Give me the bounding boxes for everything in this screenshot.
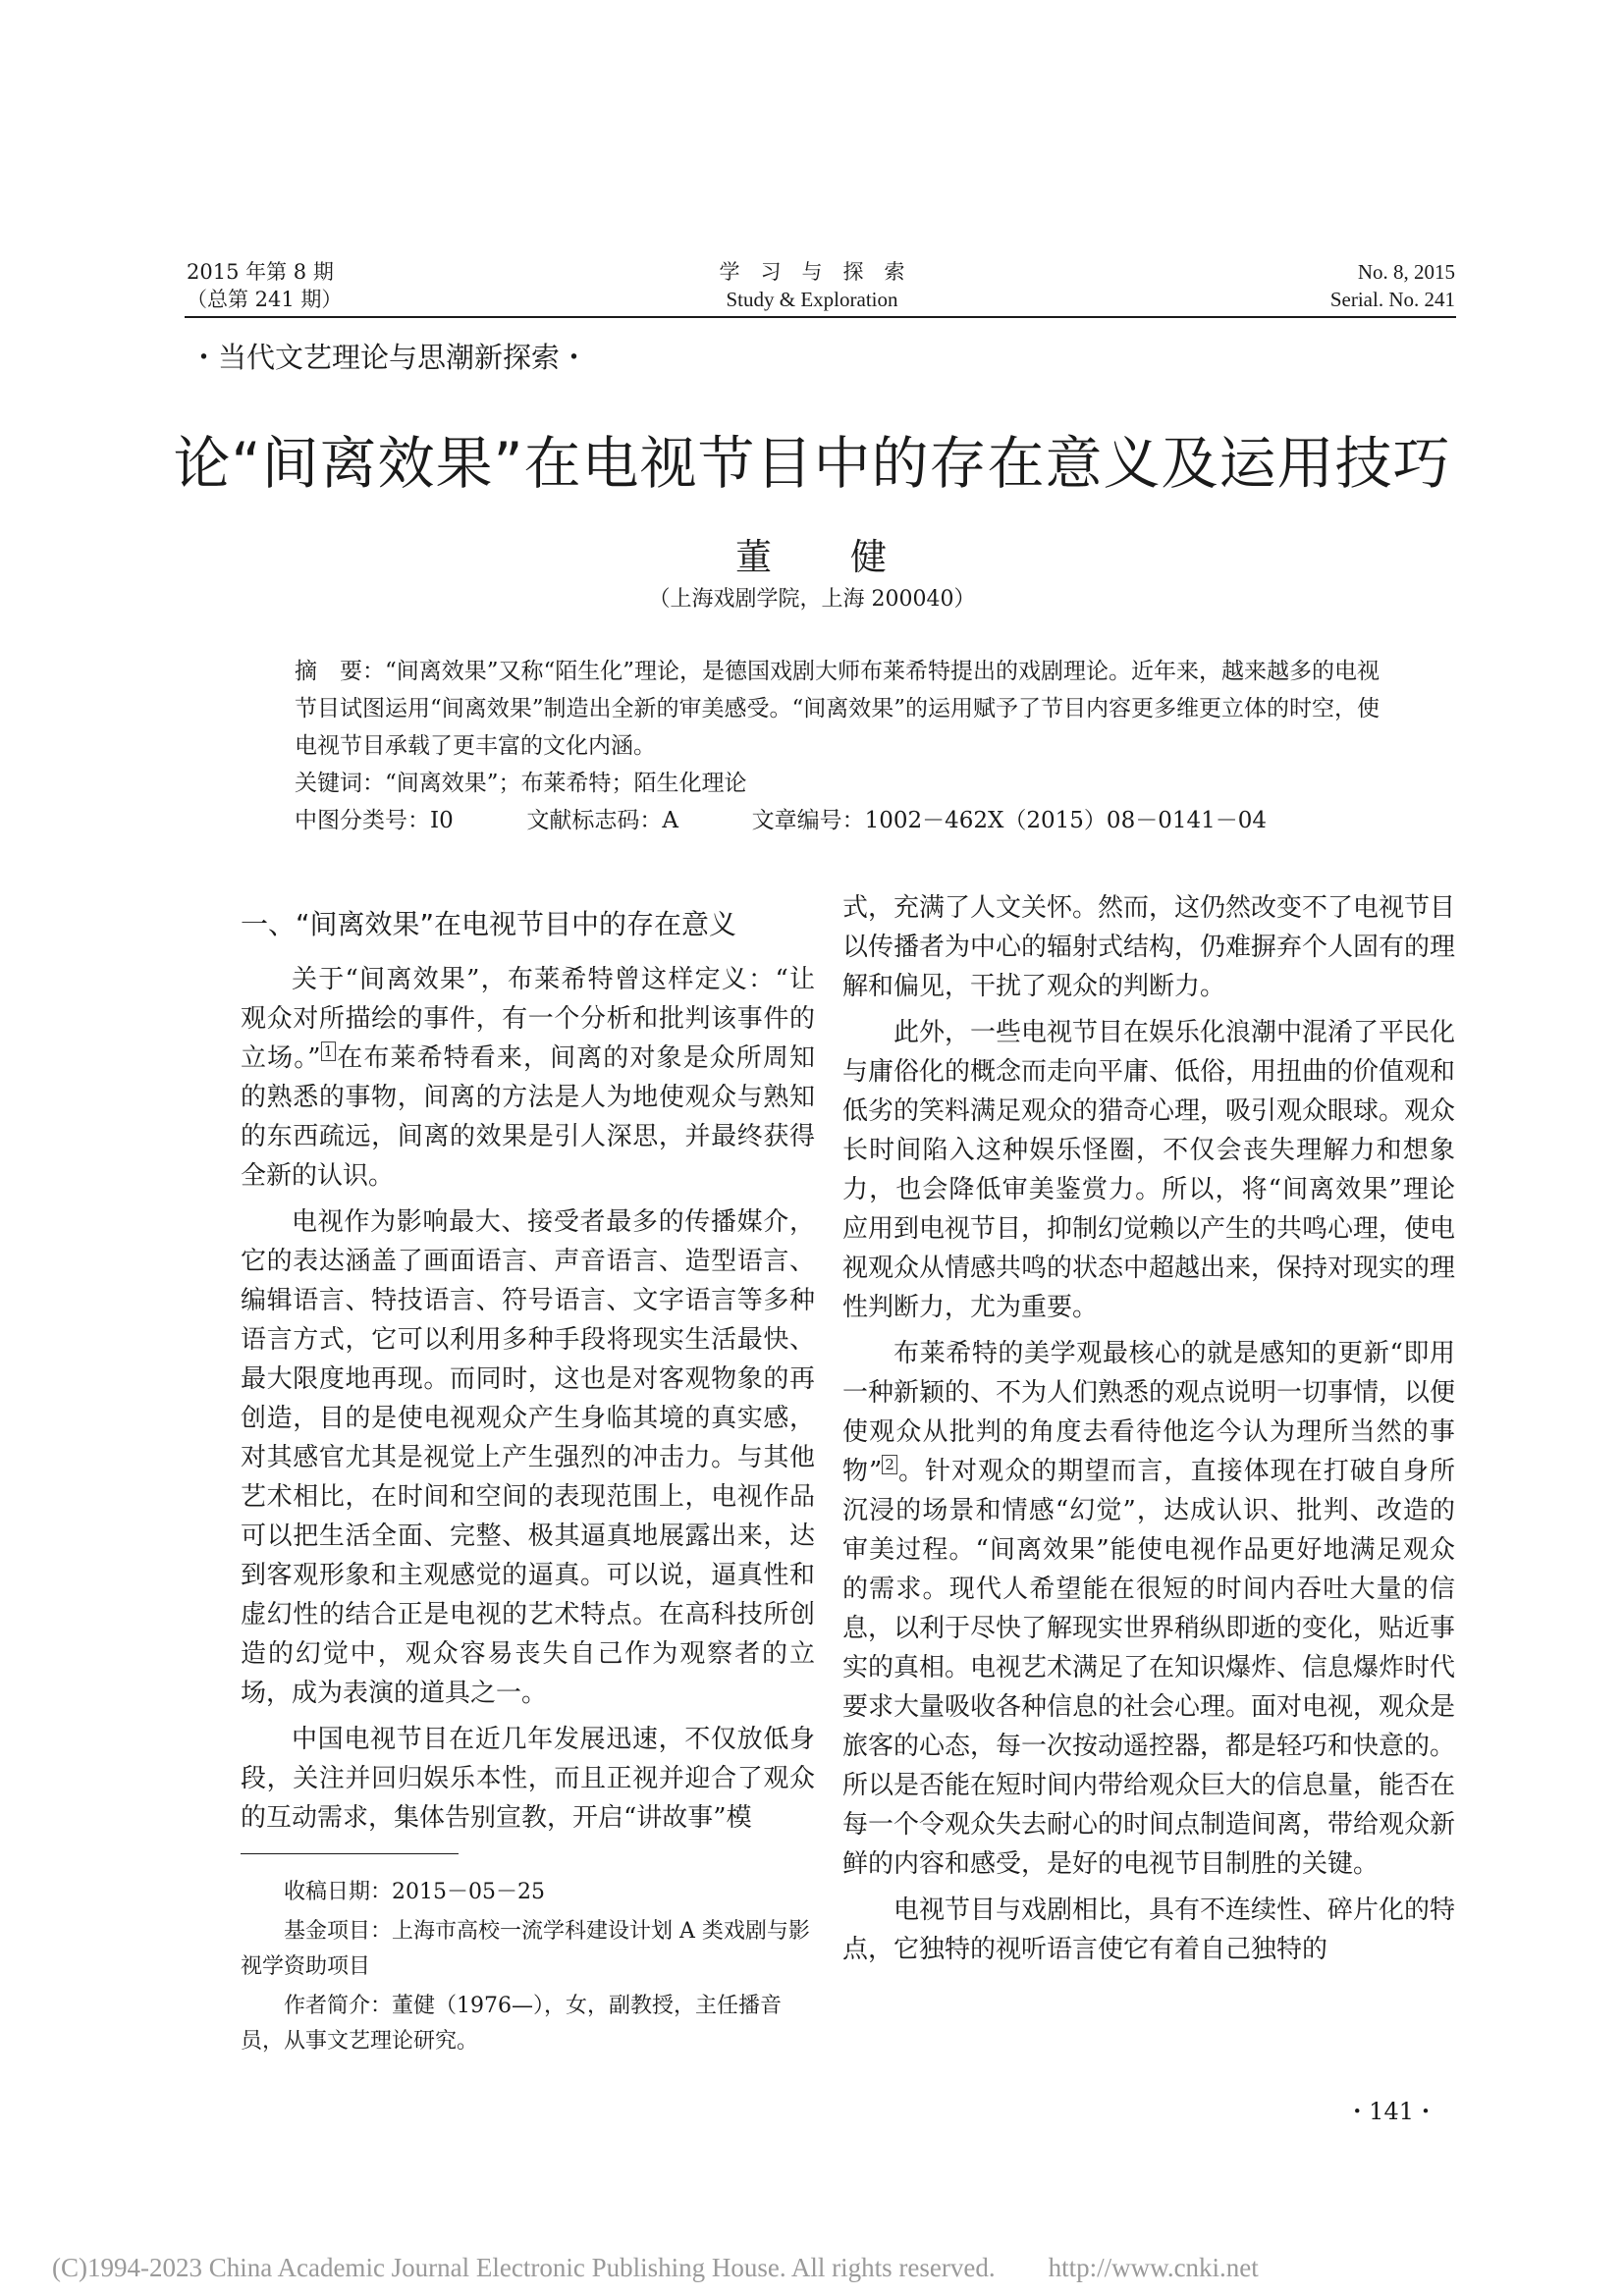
article-number: 文章编号：1002－462X（2015）08－0141－04 bbox=[751, 808, 1268, 833]
footnotes bbox=[241, 1875, 815, 2063]
abstract-block bbox=[295, 653, 1399, 839]
author-name: 董 健 bbox=[735, 536, 889, 578]
section-heading-1: 一、“间离效果”在电视节目中的存在意义 bbox=[241, 908, 737, 940]
paragraph: 式，充满了人文关怀。然而，这仍然改变不了电视节目以传播者为中心的辐射式结构，仍难摒弃个人固有的理解和偏见，干扰了观众的判断力。 bbox=[842, 893, 1456, 1001]
journal-name: 学 习 与 探 索 bbox=[719, 260, 905, 284]
keywords: 关键词：“间离效果”；布莱希特；陌生化理论 bbox=[295, 771, 747, 796]
clc-number: 中图分类号：I0 bbox=[295, 808, 454, 833]
paragraph: 布莱希特的美学观最核心的就是感知的更新“即用一种新颖的、不为人们熟悉的观点说明一切事情，以便使观众从批判的角度去看待他迄今认为理所当然的事物” $^2$ 。针对观众的期望而言，直接体现在打破自身所沉浸的场景和情感“幻觉”，达成认识、批判、改造的审美过程。“间离效果”能使电视作品更好地满足观众的需求。现代人希望能在很短的时间内吞吐大量的信息，以利于尽快了解现实世界稍纵即逝的变化，贴近事实的真相。电视艺术满足了在知识爆炸、信息爆炸时代要求大量吸收各种信息的社会心理。面对电视，观众是旅客的心态，每一次按动遥控器，都是轻巧和快意的。所以是否能在短时间内带给观众巨大的信息量，能否在每一个令观众失去耐心的时间点制造间离，带给观众新鲜的内容和感受，是好的电视节目制胜的关键。 bbox=[842, 1339, 1456, 1879]
abstract-text: 摘 要：“间离效果”又称“陌生化”理论，是德国戏剧大师布莱希特提出的戏剧理论。近年来，越来越多的电视节目试图运用“间离效果”制造出全新的审美感受。“间离效果”的运用赋予了节目内容更多维更立体的时空，使电视节目承载了更丰富的文化内涵。 bbox=[295, 659, 1380, 759]
issue-label-en: No. 8, 2015 bbox=[1357, 260, 1455, 284]
journal-name-en: Study & Exploration bbox=[726, 288, 898, 311]
citation-marker: 1 bbox=[321, 1041, 337, 1061]
serial-label: （总第 241 期） bbox=[187, 288, 343, 311]
footnote-rule bbox=[241, 1853, 459, 1854]
paragraph: 此外，一些电视节目在娱乐化浪潮中混淆了平民化与庸俗化的概念而走向平庸、低俗，用扭曲的价值观和低劣的笑料满足观众的猎奇心理，吸引观众眼球。观众长时间陷入这种娱乐怪圈，不仅会丧失理解力和想象力，也会降低审美鉴赏力。所以，将“间离效果”理论应用到电视节目，抑制幻觉赖以产生的共鸣心理，使电视观众从情感共鸣的状态中超越出来，保持对现实的理性判断力，尤为重要。 bbox=[842, 1018, 1456, 1322]
paragraph: 关于“间离效果”，布莱希特曾这样定义：“让观众对所描绘的事件，有一个分析和批判该事件的立场。” $^1$ 在布莱希特看来，间离的对象是众所周知的熟悉的事物，间离的方法是人为地使观众与熟知的东西疏远，间离的效果是引人深思，并最终获得全新的认识。 bbox=[241, 965, 815, 1191]
article-title: 论“间离效果”在电视节目中的存在意义及运用技巧 bbox=[173, 430, 1451, 497]
page-number: ・141・ bbox=[1345, 2098, 1437, 2125]
serial-label-en: Serial. No. 241 bbox=[1329, 288, 1455, 311]
classification-line bbox=[295, 802, 1399, 839]
author-bio: 作者简介：董健（1976—），女，副教授，主任播音员，从事文艺理论研究。 bbox=[241, 1994, 782, 2054]
header-right bbox=[1330, 258, 1455, 313]
header-left bbox=[187, 258, 342, 313]
fund-info: 基金项目：上海市高校一流学科建设计划 A 类戏剧与影视学资助项目 bbox=[241, 1919, 810, 1979]
right-column bbox=[842, 888, 1455, 1976]
paragraph: 电视节目与戏剧相比，具有不连续性、碎片化的特点，它独特的视听语言使它有着自己独特的 bbox=[842, 1896, 1456, 1964]
section-label: ・当代文艺理论与思潮新探索・ bbox=[189, 341, 589, 374]
issue-label: 2015 年第 8 期 bbox=[187, 260, 334, 284]
left-column bbox=[241, 905, 815, 1844]
paragraph: 电视作为影响最大、接受者最多的传播媒介，它的表达涵盖了画面语言、声音语言、造型语言、编辑语言、特技语言、符号语言、文字语言等多种语言方式，它可以利用多种手段将现实生活最快、最大限度地再现。而同时，这也是对客观物象的再创造，目的是使电视观众产生身临其境的真实感，对其感官尤其是视觉上产生强烈的冲击力。与其他艺术相比，在时间和空间的表现范围上，电视作品可以把生活全面、完整、极其逼真地展露出来，达到客观形象和主观感觉的逼真。可以说，逼真性和虚幻性的结合正是电视的艺术特点。在高科技所创造的幻觉中，观众容易丧失自己作为观察者的立场，成为表演的道具之一。 bbox=[241, 1207, 815, 1708]
header-rule bbox=[185, 316, 1456, 318]
received-date: 收稿日期：2015－05－25 bbox=[284, 1880, 545, 1904]
author-affiliation: （上海戏剧学院，上海 200040） bbox=[648, 587, 976, 612]
copyright-notice: (C)1994-2023 China Academic Journal Electronic Publishing House. All rights reserved. http://www.cnki.net bbox=[52, 2253, 1259, 2282]
header-center bbox=[616, 258, 1008, 313]
paragraph: 中国电视节目在近几年发展迅速，不仅放低身段，关注并回归娱乐本性，而且正视并迎合了观众的互动需求，集体告别宣教，开启“讲故事”模 bbox=[241, 1725, 815, 1833]
document-code: 文献标志码：A bbox=[526, 808, 678, 833]
citation-marker: 2 bbox=[882, 1455, 897, 1474]
